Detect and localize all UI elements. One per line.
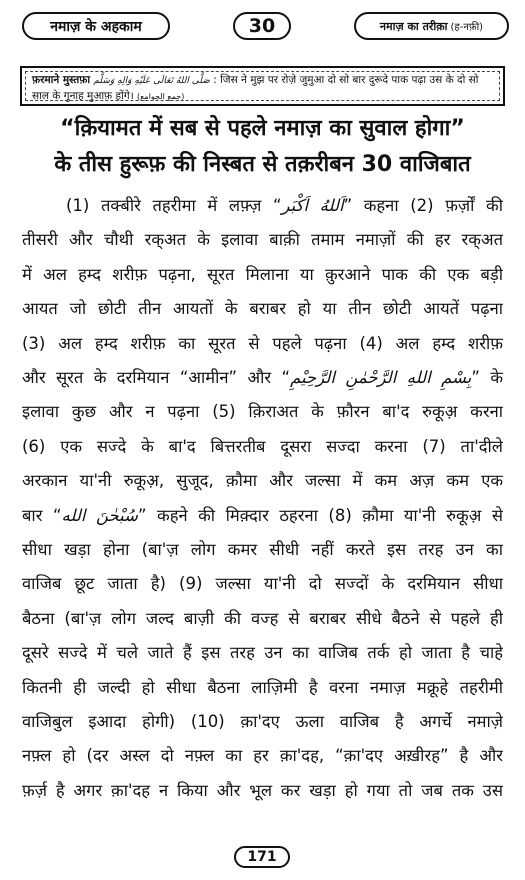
line-text: में अल हम्द शरीफ़ पढ़ना, सूरत मिलाना या क़ुरआने पाक की एक बड़ी bbox=[22, 264, 503, 284]
line-text: वाजिबुल इआदा होगी) (10) क़ा'दए ऊला वाजिब है अगर्चे नमाज़े bbox=[22, 712, 503, 731]
body-line bbox=[22, 705, 503, 739]
body-line bbox=[22, 602, 503, 636]
line-text: बार “ bbox=[22, 505, 62, 525]
hadith-box bbox=[20, 66, 505, 106]
line-text: सीधा खड़ा होना (बा'ज़ लोग कमर सीधी नहीं करते इस तरह उन का bbox=[22, 540, 503, 559]
line-text: दूसरे सज्दे में चले जाते हैं इस तरह उन का वाजिब तर्क हो जाता है चाहे bbox=[22, 643, 503, 663]
body-line bbox=[22, 464, 503, 498]
hadith-text: : जिस ने मुझ पर रोज़े जुमुआ दो सो बार दुरूदे पाक पढ़ा उस के दो सो साल के गुनाह मुआफ़ होंगे। bbox=[32, 74, 479, 102]
chapter-title: नमाज़ का तरीक़ा bbox=[379, 19, 448, 33]
body-line bbox=[22, 671, 503, 705]
hadith-salutation: صَلَّى اللهُ تَعَالَى عَلَيْهِ وَالِهِ وَسَلَّم bbox=[93, 76, 210, 86]
arabic-phrase: اَللهُ اَكْبَر bbox=[281, 196, 344, 215]
line-text: वाजिब छूट जाता है) (9) जल्सा या'नी दो सज्दों के दरमियान सीधा bbox=[22, 574, 503, 594]
line-text: (3) अल हम्द शरीफ़ का सूरत से पहले पढ़ना (4) अल हम्द शरीफ़ bbox=[22, 333, 503, 353]
chapter-subtitle: (ह-नफ़ी) bbox=[450, 22, 484, 33]
body-line bbox=[22, 739, 503, 773]
line-text: नफ़्ल हो (दर अस्ल दो नफ़्ल का हर क़ा'दह, “क़ा'दए अख़ीरह” है और bbox=[22, 746, 503, 766]
line-text: तीसरी और चौथी रक्अत के इलावा बाक़ी तमाम नमाज़ों की हर रक्अत bbox=[22, 230, 503, 250]
line-text: इलावा कुछ और न पढ़ना (5) क़िराअत के फ़ौरन बा'द रुकूअ़ करना bbox=[22, 402, 503, 422]
line-text: और सूरत के दरमियान “आमीन” और “ bbox=[22, 368, 291, 387]
body-line bbox=[22, 567, 503, 601]
line-text: आयत जो छोटी तीन आयतों के बराबर हो या तीन छोटी आयतें पढ़ना bbox=[22, 299, 503, 319]
body-line bbox=[22, 223, 503, 257]
body-line bbox=[22, 430, 503, 464]
section-subheading: के तीस हुरूफ़ की निस्बत से तक़रीबन 30 वाजिबात bbox=[54, 152, 471, 177]
line-text: ” कहना (2) फ़र्ज़ों की bbox=[343, 196, 503, 215]
line-text: ” कहने की मिक़्दार ठहरना (8) क़ौमा या'नी रुकूअ़ से bbox=[137, 505, 503, 525]
body-line bbox=[22, 395, 503, 429]
body-line bbox=[22, 292, 503, 326]
line-text: अरकान या'नी रुकूअ़, सुजूद, क़ौमा और जल्सा में कम अज़ कम एक bbox=[22, 471, 503, 491]
body-line bbox=[66, 189, 503, 223]
line-text: बैठना (बा'ज़ लोग जल्द बाज़ी की वज्ह से बराबर सीधे बैठने से पहले ही bbox=[22, 608, 503, 628]
chapter-number-badge: 30 bbox=[233, 12, 291, 40]
body-line bbox=[22, 258, 503, 292]
section-heading: “क़ियामत में सब से पहले नमाज़ का सुवाल होगा” bbox=[60, 116, 465, 141]
book-title-badge: नमाज़ के अहकाम bbox=[22, 12, 170, 40]
hadith-reference: (جمع الجوامع) bbox=[137, 92, 185, 101]
arabic-phrase: بِسْمِ اللهِ الرَّحْمٰنِ الرَّحِيْمِ bbox=[290, 368, 472, 387]
body-line bbox=[22, 361, 503, 395]
arabic-phrase: سُبْحٰنَ الله bbox=[61, 505, 138, 525]
line-text: (6) एक सज्दे के बा'द बित्तरतीब दूसरा सज्दा करना (7) ता'दीले bbox=[22, 436, 503, 456]
body-line bbox=[22, 499, 503, 533]
line-text: ” के bbox=[471, 368, 503, 387]
body-line bbox=[22, 774, 503, 808]
page-number: 171 bbox=[234, 846, 290, 868]
line-text: फ़र्ज़ है अगर क़ा'दह न किया और भूल कर खड़ा हो गया तो जब तक उस bbox=[22, 780, 503, 800]
line-text: (1) तक्बीरे तहरीमा में लफ़्ज़ “ bbox=[66, 196, 282, 215]
body-line bbox=[22, 327, 503, 361]
body-line bbox=[22, 636, 503, 670]
chapter-title-badge bbox=[354, 12, 509, 40]
body-line bbox=[22, 533, 503, 567]
line-text: कितनी ही जल्दी हो सीधा बैठना लाज़िमी है वरना नमाज़ मक्रूहे तहरीमी bbox=[22, 677, 503, 697]
hadith-label: फ़रमाने मुस्तफ़ा bbox=[32, 74, 91, 86]
